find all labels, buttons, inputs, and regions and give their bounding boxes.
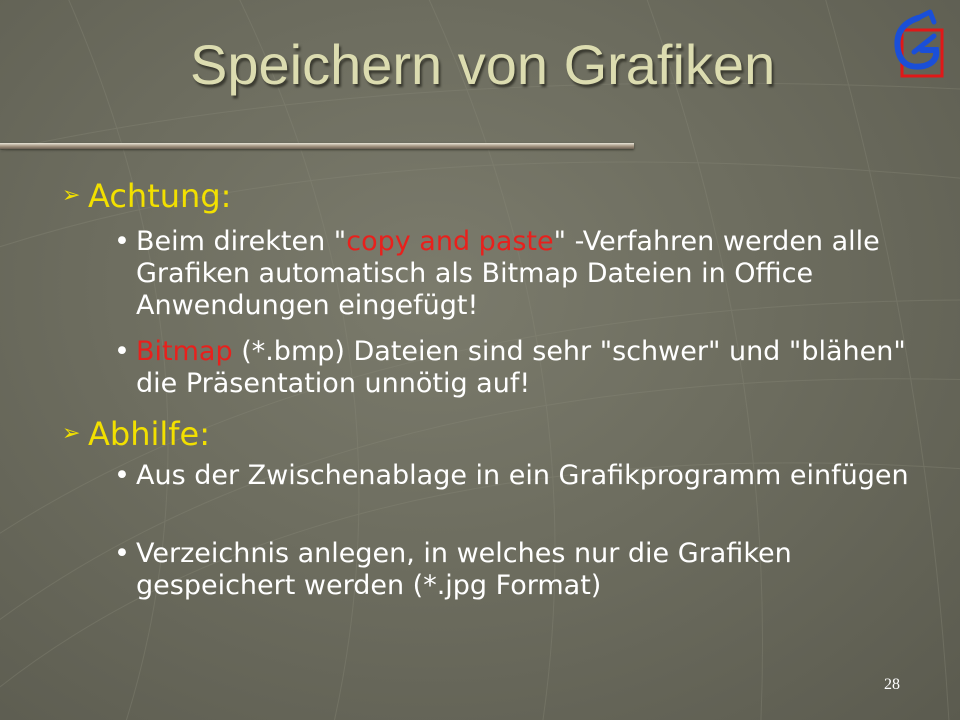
slide-title: Speichern von Grafiken [190,33,776,96]
logo-icon [888,6,950,84]
section-heading-text: Abhilfe: [88,415,210,453]
page-number: 28 [884,676,900,693]
highlighted-term: Bitmap [136,336,233,367]
bullet-dot-icon: • [114,336,130,367]
bullet-text-part: (*.bmp) Dateien sind sehr "schwer" und "blähen" die Präsentation unnötig auf! [136,336,906,399]
bullet-text: Verzeichnis anlegen, in welches nur die Grafiken gespeichert werden (*.jpg Format) [136,538,792,601]
section-heading-achtung [62,176,231,216]
title-divider [0,143,634,149]
bullet-text [136,226,934,322]
bullet-dot-icon: • [114,538,130,569]
bullet-text [136,336,934,400]
section-heading-abhilfe [62,414,210,454]
arrow-right-icon: ➢ [62,421,81,446]
bullet-text-part: Beim direkten " [136,226,347,257]
list-item [114,226,934,322]
highlighted-term: copy and paste [346,226,554,257]
list-item [114,336,934,400]
bullet-dot-icon: • [114,460,130,491]
arrow-right-icon: ➢ [62,183,81,208]
list-item [114,460,934,492]
bullet-text-part: " -Verfahren werden alle Grafiken automatisch als Bitmap Dateien in Office Anwendungen eingefügt! [136,226,880,321]
section-heading-text: Achtung: [88,177,232,215]
bullet-text: Aus der Zwischenablage in ein Grafikprogramm einfügen [136,460,909,491]
list-item [114,538,934,602]
bullet-dot-icon: • [114,226,130,257]
